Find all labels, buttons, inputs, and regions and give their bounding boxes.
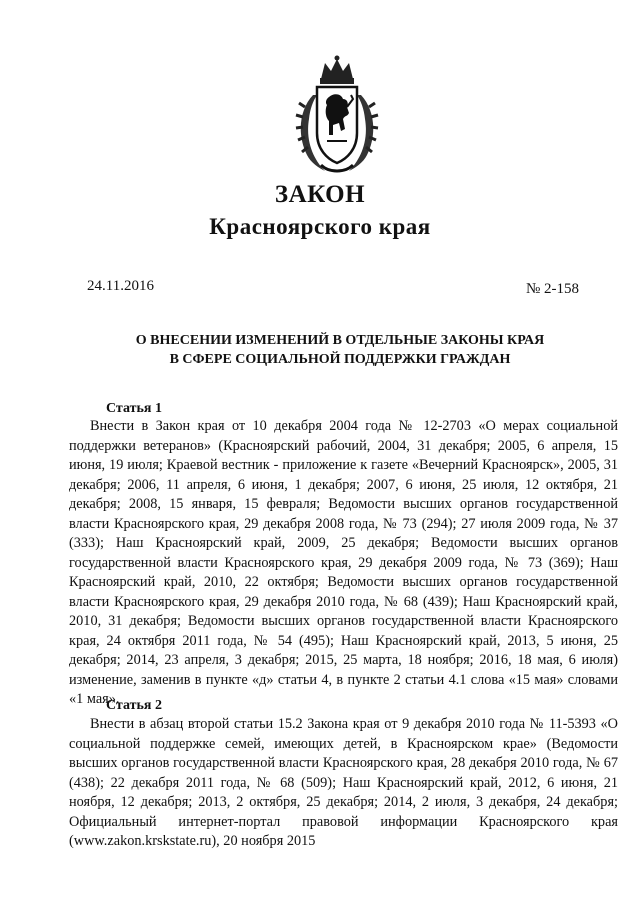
document-date: 24.11.2016: [87, 278, 154, 294]
document-number: № 2-158: [525, 281, 579, 297]
law-heading-line-1: О ВНЕСЕНИИ ИЗМЕНЕНИЙ В ОТДЕЛЬНЫЕ ЗАКОНЫ КРАЯ: [135, 333, 545, 348]
document-type-title: ЗАКОН: [274, 181, 366, 208]
article-2-text: Внести в абзац второй статьи 15.2 Закона края от 9 декабря 2010 года № 11-5393 «О социальной поддержке семей, имеющих детей, в Красноярском крае» (Ведомости высших органов государственной власти Красноярского края, 28 декабря 2010 года, № 67 (438); 22 декабря 2011 года, № 68 (509); Наш Красноярский край, 2012, 6 июня, 21 ноября, 12 декабря; 2013, 2 октября, 25 декабря; 2014, 2 июля, 3 декабря, 24 декабря; Официальный интернет-портал правовой информации Красноярского края (www.zakon.krskstate.ru), 20 ноября 2015: [69, 716, 618, 849]
law-heading-line-2: В СФЕРЕ СОЦИАЛЬНОЙ ПОДДЕРЖКИ ГРАЖДАН: [169, 352, 511, 367]
article-2-title: Статья 2: [106, 698, 162, 713]
region-title: Красноярского края: [209, 214, 431, 239]
coat-of-arms-icon: [291, 55, 383, 175]
article-1-text: Внести в Закон края от 10 декабря 2004 года № 12-2703 «О мерах социальной поддержки ветеранов» (Красноярский рабочий, 2004, 31 декабря; 2005, 6 апреля, 15 июня, 19 июля; Краевой вестник - приложение к газете «Вечерний Красноярск», 2005, 31 декабря; 2006, 11 апреля, 6 июня, 1 декабря; 2007, 6 июня, 25 июля, 12 октября, 21 декабря; 2008, 15 января, 15 февраля; Ведомости высших органов государственной власти Красноярского края, 29 декабря 2008 года, № 73 (294); 27 июля 2009 года, № 37 (333); Наш Красноярский край, 2009, 25 декабря; Ведомости высших органов государственной власти Красноярского края, 29 декабря 2009 года, № 73 (369); Наш Красноярский край, 2010, 22 октября; Ведомости высших органов государственной власти Красноярского края, 29 декабря 2010 года, № 68 (439); Наш Красноярский край, 2010, 31 декабря; Ведомости высших органов государственной власти Красноярского края, 24 октября 2011 года, № 54 (495); Наш Красноярский край, 2013, 5 июня, 25 декабря; 2014, 23 апреля, 3 декабря; 2015, 25 марта, 18 ноября; 2016, 18 мая, 6 июля) изменение, заменив в пункте «д» статьи 4, в пункте 2 статьи 4.1 слова «15 мая» словами «1 мая».: [69, 418, 618, 707]
article-1-title: Статья 1: [106, 401, 162, 416]
